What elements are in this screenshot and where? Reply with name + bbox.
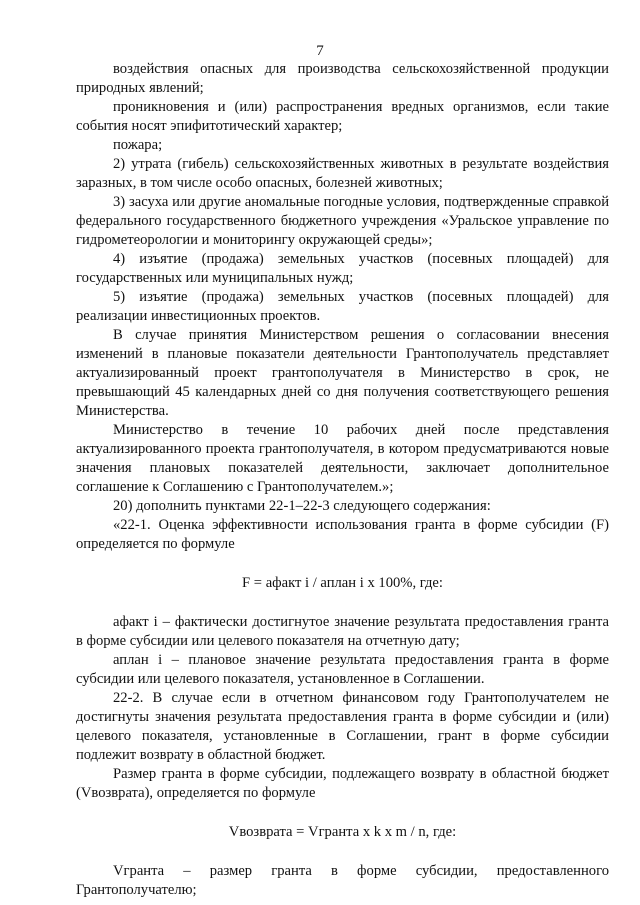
paragraph: Размер гранта в форме субсидии, подлежащего возврату в областной бюджет (Vвозврата), определяется по формуле	[76, 766, 609, 801]
paragraph: 4) изъятие (продажа) земельных участков (посевных площадей) для государственных или муниципальных нужд;	[76, 251, 609, 286]
paragraph: 3) засуха или другие аномальные погодные условия, подтвержденные справкой федерального государственного бюджетного учреждения «Уральское управление по гидрометеорологии и мониторингу окружающей среды»;	[76, 194, 609, 248]
paragraph: воздействия опасных для производства сельскохозяйственной продукции природных явлений;	[76, 61, 609, 96]
paragraph: «22-1. Оценка эффективности использования гранта в форме субсидии (F) определяется по формуле	[76, 517, 609, 552]
paragraph: В случае принятия Министерством решения о согласовании внесения изменений в плановые показатели деятельности Грантополучатель представляет актуализированный проект грантополучателя в Министерство в срок, не превышающий 45 календарных дней со дня получения соответствующего решения Министерства.	[76, 327, 609, 419]
paragraph: 5) изъятие (продажа) земельных участков (посевных площадей) для реализации инвестиционных проектов.	[76, 289, 609, 324]
paragraph: проникновения и (или) распространения вредных организмов, если такие события носят эпифитотический характер;	[76, 99, 609, 134]
formula-efficiency: F = афакт i / аплан i x 100%, где:	[242, 575, 443, 591]
paragraph: 22-2. В случае если в отчетном финансовом году Грантополучателем не достигнуты значения результата предоставления гранта в форме субсидии и (или) целевого показателя, установленные в Соглашении, грант в форме субсидии подлежит возврату в областной бюджет.	[76, 690, 609, 763]
paragraph: аплан i – плановое значение результата предоставления гранта в форме субсидии или целевого показателя, установленное в Соглашении.	[76, 652, 609, 687]
paragraph: 20) дополнить пунктами 22-1–22-3 следующего содержания:	[113, 498, 491, 514]
formula-refund: Vвозврата = Vгранта x k x m / n, где:	[228, 824, 457, 840]
paragraph: Министерство в течение 10 рабочих дней после представления актуализированного проекта грантополучателя, в котором предусматриваются новые значения плановых показателей деятельности, заключает дополнительное соглашение к Соглашению с Грантополучателем.»;	[76, 422, 609, 495]
page-number: 7	[316, 43, 324, 59]
paragraph: Vгранта – размер гранта в форме субсидии, предоставленного Грантополучателю;	[76, 863, 609, 898]
paragraph: 2) утрата (гибель) сельскохозяйственных животных в результате воздействия заразных, в том числе особо опасных, болезней животных;	[76, 156, 609, 191]
paragraph: пожара;	[113, 137, 163, 153]
paragraph: афакт i – фактически достигнутое значение результата предоставления гранта в форме субсидии или целевого показателя на отчетную дату;	[76, 614, 609, 649]
document-body	[76, 60, 609, 900]
